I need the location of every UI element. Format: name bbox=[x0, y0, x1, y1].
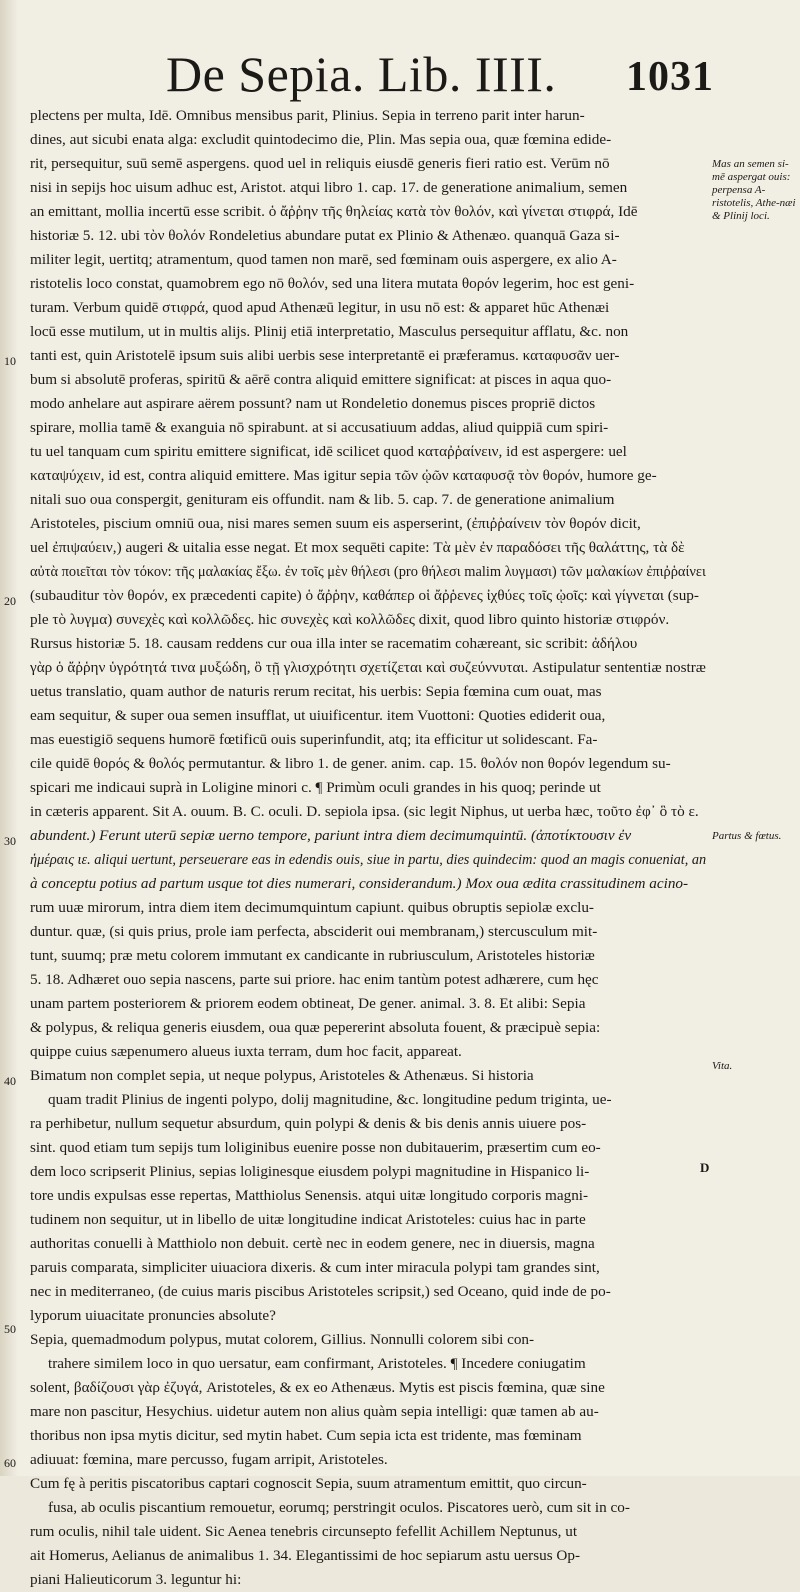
text-line: historiæ 5. 12. ubi τὸν θολόν Rondeletius abundare putat ex Plinio & Athenæo. quanquā Gaza si- bbox=[30, 227, 620, 244]
text-line: nitali suo oua conspergit, genituram eis offundit. nam & lib. 5. cap. 7. de generatione animalium bbox=[30, 491, 615, 508]
text-line: eam sequitur, & super oua semen insufflat, ut uiuificentur. item Vuottoni: Quoties ediderit oua, bbox=[30, 707, 606, 724]
text-line: Aristoteles, piscium omniū oua, nisi mares semen suum eis asperserint, (ἐπιῤῥαίνειν τὸν θορόν dicit, bbox=[30, 515, 641, 532]
page-number: 1031 bbox=[626, 54, 714, 100]
text-line: Bimatum non complet sepia, ut neque polypus, Aristoteles & Athenæus. Si historia bbox=[30, 1067, 534, 1084]
text-line: quam tradit Plinius de ingenti polypo, dolij magnitudine, &c. longitudine pedum triginta, ue- bbox=[48, 1091, 612, 1108]
text-line: thoribus non ipsa mytis dicitur, sed mytin habet. Cum sepia icta est tridente, mas fœminam bbox=[30, 1427, 582, 1444]
text-line: rit, persequitur, suū semē aspergens. quod uel in reliquis eiusdē generis fieri ratio est. Verūm nō bbox=[30, 155, 610, 172]
text-line: an emittant, mollia incertū esse scribit. ὁ ἄῤῥην τῆς θηλείας κατὰ τὸν θολόν, καὶ γίνεται στιφρά, Idē bbox=[30, 203, 638, 220]
text-line: dem loco scripserit Plinius, sepias loliginesque eiusdem polypi magnitudine in Hispanico li- bbox=[30, 1163, 590, 1180]
text-line: duntur. quæ, (si quis prius, prole iam perfecta, absciderit oui membranam,) stercusculum mit- bbox=[30, 923, 598, 940]
text-line: piani Halieuticorum 3. leguntur hi: bbox=[30, 1571, 242, 1588]
text-line: Rursus historiæ 5. 18. causam reddens cur oua illa inter se racematim cohæreant, sic scribit: ἀδήλου bbox=[30, 635, 638, 652]
text-line: sint. quod etiam tum sepijs tum loliginibus euenire posse non dubitauerim, præsertim cum eo- bbox=[30, 1139, 601, 1156]
text-line: authoritas conuelli à Matthiolo non debuit. certè nec in eodem genere, nec in diuersis, magna bbox=[30, 1235, 595, 1252]
margin-letter: D bbox=[700, 1160, 710, 1175]
margin-note: Partus & fœtus. bbox=[712, 830, 782, 842]
text-line: Cum fę à peritis piscatoribus captari cognoscit Sepia, suum atramentum emittit, quo circun- bbox=[30, 1475, 587, 1492]
text-line: mare non pascitur, Hesychius. uidetur autem non alius quàm sepia intelligi: quæ tamen ab au- bbox=[30, 1403, 599, 1420]
text-line: spirare, mollia tamē & exanguia nō spirabunt. at si accusatiuum addas, aliud quippiā cum spiri- bbox=[30, 419, 609, 436]
text-line: nec in mediterraneo, (de cuius maris piscibus Aristoteles scripsit,) sed Oceano, quid inde de po- bbox=[30, 1283, 611, 1300]
text-line: καταψύχειν, id est, contra aliquid emittere. Mas igitur sepia τῶν ᾠῶν καταφυσᾷ τὸν θορόν, humore ge- bbox=[30, 467, 657, 484]
page-gutter-shadow bbox=[0, 0, 18, 1476]
text-line: modo anhelare aut aspirare aërem possunt? nam ut Rondeletio donemus pisces propriē dictos bbox=[30, 395, 596, 412]
text-line: rum uuæ mirorum, intra diem item decimumquintum capiunt. quibus obruptis sepiolæ exclu- bbox=[30, 899, 594, 916]
line-number: 10 bbox=[4, 354, 16, 368]
text-line: spicari me indicaui suprà in Loligine minori c. ¶ Primùm oculi grandes in his quoq; perinde ut bbox=[30, 779, 601, 796]
text-line: lyporum uiuacitate pronuncies absolute? bbox=[30, 1307, 276, 1324]
text-line: uel ἐπιψαύειν,) augeri & uitalia esse negat. Et mox sequēti capite: Τὰ μὲν ἐν παραδόσει τῆς θαλάττης, τὰ δὲ bbox=[30, 539, 685, 556]
line-number: 50 bbox=[4, 1322, 16, 1336]
text-line: αὐτὰ ποιεῖται τὸν τόκον: τῆς μαλακίας ἔξω. ἐν τοῖς μὲν θήλεσι (pro θήλεσι malim λυγμασι) τῶν μαλακίων ἐπιῤῥαίνει bbox=[30, 563, 706, 580]
line-number: 30 bbox=[4, 834, 16, 848]
line-number: 60 bbox=[4, 1456, 16, 1470]
text-line: turam. Verbum quidē στιφρά, quod apud Athenæū legitur, in usu nō est: & apparet hūc Athenæi bbox=[30, 299, 610, 316]
text-line: unam partem posteriorem & priorem eodem obtineat, De gener. animal. 3. 8. Et alibi: Sepia bbox=[30, 995, 586, 1012]
text-line: γὰρ ὁ ἄῤῥην ὑγρότητά τινα μυξώδη, ὃ τῇ γλισχρότητι σχετίζεται καὶ συζεύννυται. Astipulatur sententiæ nostræ bbox=[30, 659, 706, 676]
text-line: ἡμέραις ιε. aliqui uertunt, perseuerare eas in edendis ouis, siue in partu, dies quindecim: quod an magis conueniat, an bbox=[30, 851, 707, 868]
text-line: rum oculis, nihil tale uident. Sic Aenea tenebris circunsepto fefellit Achillem Neptunus, ut bbox=[30, 1523, 578, 1540]
line-number: 20 bbox=[4, 594, 16, 608]
page-header bbox=[166, 46, 766, 102]
text-line: ple τὸ λυγμα) συνεχὲς καὶ κολλῶδες. hic συνεχὲς καὶ κολλῶδες dixit, quod libro quinto historiæ στιφρόν. bbox=[30, 611, 670, 628]
running-title: De Sepia. Lib. IIII. bbox=[166, 46, 557, 102]
text-line: tudinem non sequitur, ut in libello de uitæ longitudine indicat Aristoteles: cuius hac in parte bbox=[30, 1211, 586, 1228]
text-line: Sepia, quemadmodum polypus, mutat colorem, Gillius. Nonnulli colorem sibi con- bbox=[30, 1331, 535, 1348]
text-line: 5. 18. Adhæret ouo sepia nascens, parte sui priore. hac enim tantùm potest adhærere, cum hęc bbox=[30, 971, 599, 988]
text-line: tanti est, quin Aristotelē ipsum suis alibi uerbis sese interpretantē ei præferamus. καταφυσᾶν uer- bbox=[30, 347, 620, 364]
text-line: fusa, ab oculis piscantium remouetur, eorumq; perstringit oculos. Piscatores uerò, cum sit in co- bbox=[48, 1499, 630, 1516]
line-number: 40 bbox=[4, 1074, 16, 1088]
text-line: trahere similem loco in quo uersatur, eam confirmant, Aristoteles. ¶ Incedere coniugatim bbox=[48, 1355, 586, 1372]
margin-note: Vita. bbox=[712, 1060, 733, 1072]
text-line: uetus translatio, quam author de naturis rerum recitat, his uerbis: Sepia fœmina cum ouat, mas bbox=[30, 683, 602, 700]
text-line: ait Homerus, Aelianus de animalibus 1. 34. Elegantissimi de hoc sepiarum astu uersus Op- bbox=[30, 1547, 581, 1564]
text-line: cile quidē θορός & θολός permutantur. & libro 1. de gener. anim. cap. 15. θολόν non θορόν legendum su- bbox=[30, 755, 671, 772]
text-line: paruis comparata, simpliciter uiuaciora dixeris. & cum inter miracula polypi tam grandes sint, bbox=[30, 1259, 600, 1276]
text-line: abundent.) Ferunt uterū sepiæ uerno tempore, pariunt intra diem decimumquintū. (ἀποτίκτουσιν ἐν bbox=[30, 827, 632, 844]
text-line: in cæteris apparent. Sit A. ouum. B. C. oculi. D. sepiola ipsa. (sic legit Niphus, ut uerba hæc, τοῦτο ἐφ᾽ ὃ τὸ ε. bbox=[30, 803, 699, 820]
text-line: tunt, suumq; præ metu colorem immutant ex candicante in rubriusculum, Aristoteles historiæ bbox=[30, 947, 595, 964]
text-line: nisi in sepijs hoc uisum adhuc est, Aristot. atqui libro 1. cap. 17. de generatione animalium, semen bbox=[30, 179, 628, 196]
text-line: bum si absolutē proferas, spiritū & aērē contra aliquid emittere significat: at pisces in aqua quo- bbox=[30, 371, 612, 388]
text-line: ra perhibetur, nullum sequetur absurdum, quin polypi & denis & bis denis annis uiuere pos- bbox=[30, 1115, 587, 1132]
text-line: dines, aut sicubi enata alga: excludit quintodecimo die, Plin. Mas sepia oua, quæ fœmina edide- bbox=[30, 131, 612, 148]
text-line: adiuuat: fœmina, mare percusso, fugam arripit, Aristoteles. bbox=[30, 1451, 388, 1468]
text-line: plectens per multa, Idē. Omnibus mensibus parit, Plinius. Sepia in terreno parit inter harun- bbox=[30, 107, 585, 124]
text-line: tore undis expulsas esse repertas, Matthiolus Senensis. atqui uitæ longitudo corporis magni- bbox=[30, 1187, 589, 1204]
text-line: militer legit, uertitq; atramentum, quod tamen non marē, sed fœminam ouis aspergere, ex alio A- bbox=[30, 251, 617, 268]
margin-note: Mas an semen si-mē aspergat ouis: perpensa A-ristotelis, Athe-næi & Plinij loci. bbox=[712, 158, 796, 222]
text-line: (subauditur τὸν θορόν, ex præcedenti capite) ὁ ἄῤῥην, καθάπερ οἱ ἄῤῥενες ἰχθύες τοῖς ᾠοῖς: καὶ γίγνεται (sup- bbox=[30, 587, 699, 604]
text-line: à conceptu potius ad partum usque tot dies numerari, considerandum.) Mox oua ædita crassitudinem acino- bbox=[30, 875, 689, 892]
text-line: solent, βαδίζουσι γὰρ ἐζυγά, Aristoteles, & ex eo Athenæus. Mytis est piscis fœmina, quæ sine bbox=[30, 1379, 605, 1396]
text-line: locū esse mutilum, ut in multis alijs. Plinij etiā interpretatio, Masculus persequitur afflatu, &c. non bbox=[30, 323, 629, 340]
text-line: mas euestigiō sequens humorē fœtificū ouis superinfundit, atq; ita efficitur ut solidescant. Fa- bbox=[30, 731, 598, 748]
text-line: tu uel tanquam cum spiritu emittere significat, idē scilicet quod καταῤῥαίνειν, id est aspergere: uel bbox=[30, 443, 627, 460]
text-line: quippe cuius sæpenumero alueus iuxta terram, dum hoc facit, appareat. bbox=[30, 1043, 462, 1060]
text-line: & polypus, & reliqua generis eiusdem, oua quæ pepererint absoluta fouent, & præcipuè sepia: bbox=[30, 1019, 601, 1036]
text-line: ristotelis loco constat, quamobrem ego nō θολόν, sed una litera mutata θορόν legerim, hoc est geni- bbox=[30, 275, 635, 292]
